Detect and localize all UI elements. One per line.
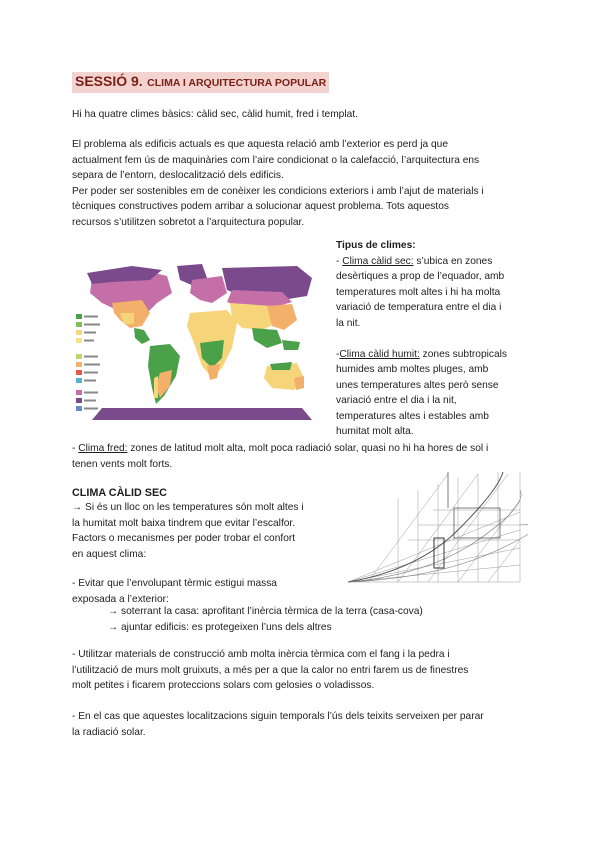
- textiles-paragraph: [72, 709, 484, 740]
- text-line: la nit.: [336, 317, 361, 329]
- climate-types-heading: Tipus de climes:: [336, 240, 416, 251]
- text-line: El problema als edificis actuals es que aquesta relació amb l’exterior es perd ja que: [72, 139, 449, 150]
- text-line: tenen vents molt forts.: [72, 458, 173, 470]
- problem-paragraph: [72, 137, 484, 230]
- text-line: exposada a l’exterior:: [72, 593, 169, 605]
- text-line: - Utilitzar materials de construcció amb molta inèrcia tèrmica com el fang i la pedra i: [72, 649, 450, 660]
- text-line: temperatures molt altes i hi ha molta: [336, 286, 501, 298]
- section-heading: CLIMA CÀLID SEC: [72, 487, 167, 499]
- text-line: molt petites i ficarem proteccions solars com gelosies o voladissos.: [72, 680, 375, 691]
- sub-list: [108, 604, 423, 635]
- term-cold: Clima fred:: [78, 443, 128, 454]
- list-item: → soterrant la casa: aprofitant l’inèrcia tèrmica de la terra (casa-cova): [108, 606, 423, 617]
- text-line: l’utilització de murs molt gruixuts, a més per a que la calor no entri farem us de finestres: [72, 664, 469, 676]
- text-line: - Clima fred: zones de latitud molt alta, molt poca radiació solar, quasi no hi ha hores de sol i: [72, 443, 489, 454]
- climate-types-block: [336, 238, 507, 440]
- text-line: → Si és un lloc on les temperatures són molt altes i: [72, 502, 304, 513]
- text-line: - Evitar que l’envolupant tèrmic estigui massa: [72, 578, 277, 589]
- text-line: variació entre el dia i la nit,: [336, 395, 457, 406]
- text-line: Per poder ser sostenibles em de conèixer les condicions exteriors i amb l’ajut de materials i: [72, 185, 484, 197]
- text-line: Factors o mecanismes per poder trobar el confort: [72, 533, 296, 544]
- page-title: [72, 72, 329, 93]
- text-line: -Clima càlid humit: zones subtropicals: [336, 348, 508, 360]
- world-climate-map: [72, 258, 322, 420]
- text-line: en aquest clima:: [72, 548, 147, 560]
- text-line: tècniques constructives podem arribar a solucionar aquest problema. Tots aquestos: [72, 201, 449, 212]
- session-title: CLIMA I ARQUITECTURA POPULAR: [147, 77, 327, 89]
- session-number: SESSIÓ 9.: [75, 73, 143, 89]
- term-humid: Clima càlid humit:: [339, 348, 420, 360]
- materials-paragraph: [72, 647, 468, 694]
- text-line: recursos s’utilitzen sobretot a l’arquitectura popular.: [72, 216, 305, 228]
- text-line: variació de temperatura entre el dia i: [336, 302, 502, 313]
- text-line: actualment fem ús de maquinàries com l’aire condicionat o la calefacció, l’arquitectura ens: [72, 154, 480, 166]
- text-line: - Clima càlid sec: s’ubica en zones: [336, 255, 493, 267]
- term-dry: Clima càlid sec:: [342, 255, 414, 267]
- intro-paragraph: Hi ha quatre climes bàsics: càlid sec, càlid humit, fred i templat.: [72, 109, 358, 120]
- section-intro: [72, 500, 304, 607]
- text-line: unes temperatures altes però sense: [336, 379, 499, 391]
- text-line: temperatures altes i estables amb: [336, 410, 489, 422]
- text-line: separa de l’entorn, deslocalització dels edificis.: [72, 170, 284, 181]
- text-line: humitat molt alta.: [336, 426, 414, 437]
- cold-climate-paragraph: [72, 441, 488, 472]
- text-line: desèrtiques a prop de l’equador, amb: [336, 271, 505, 282]
- list-item: → ajuntar edificis: es protegeixen l’uns dels altres: [108, 621, 332, 633]
- psychrometric-chart: [338, 470, 528, 588]
- text-line: humides amb moltes pluges, amb: [336, 364, 489, 375]
- text-line: - En el cas que aquestes localitzacions siguin temporals l’ús dels teixits serveixen per parar: [72, 711, 484, 722]
- text-line: la radiació solar.: [72, 726, 146, 738]
- text-line: la humitat molt baixa tindrem que evitar l’escalfor.: [72, 517, 296, 529]
